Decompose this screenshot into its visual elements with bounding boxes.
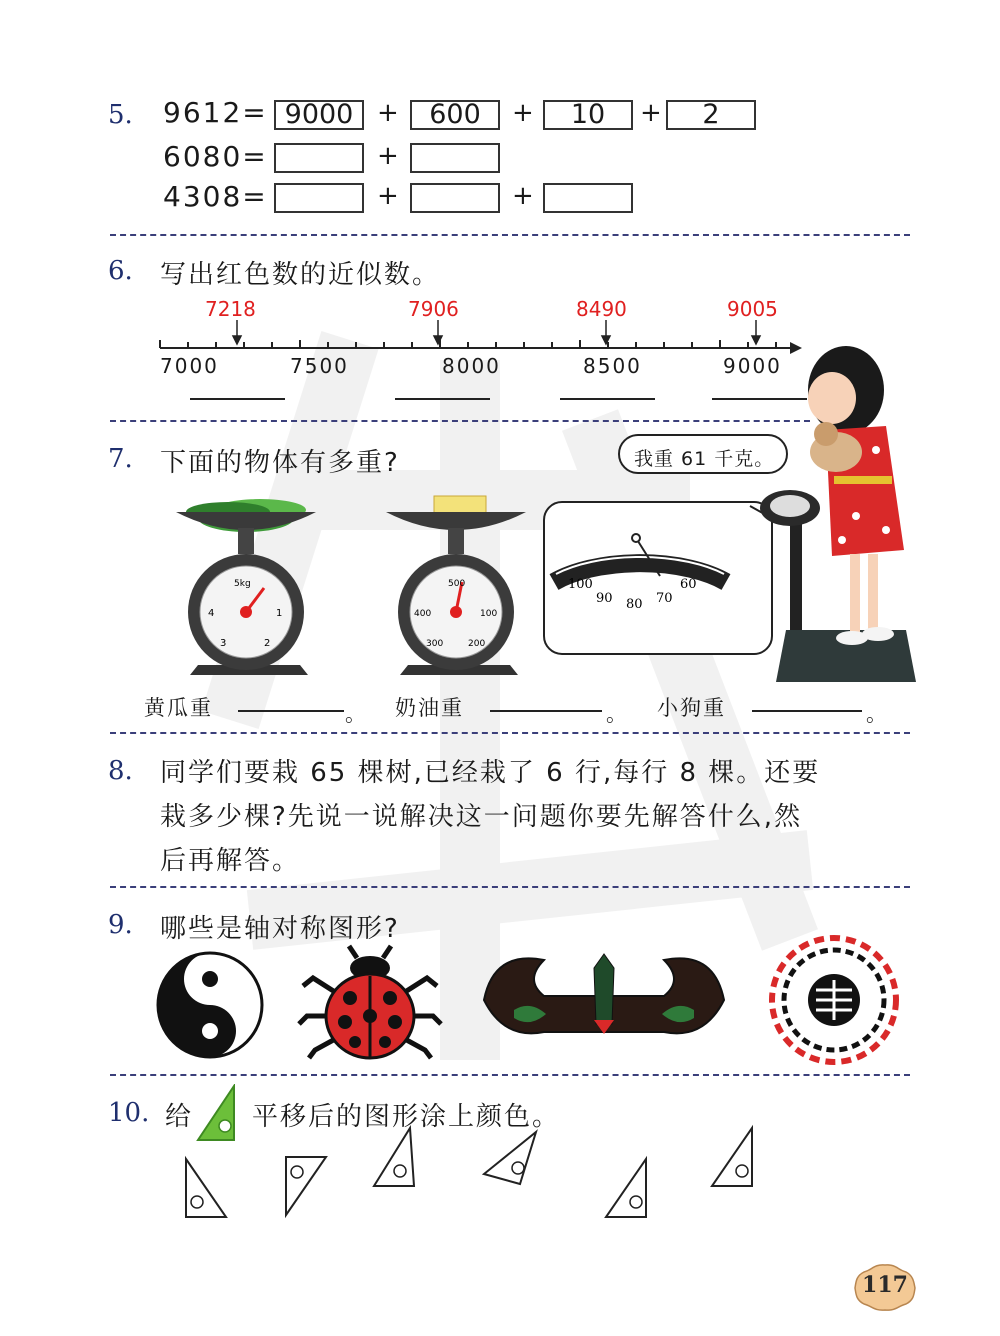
dial-label: 2 [264,638,271,649]
red-value-4: 9005 [727,297,778,321]
q5-row1-box1[interactable]: 9000 [274,100,364,130]
tick-label: 9000 [723,354,782,378]
section-divider [110,234,910,236]
plus-sign: + [377,98,399,128]
section-divider [110,1074,910,1076]
q5-row3-lhs: 4308= [163,180,268,213]
q5-row2-lhs: 6080= [163,140,268,173]
triangle-option-3[interactable] [368,1124,420,1190]
red-value-3: 8490 [576,297,627,321]
plus-sign: + [512,98,534,128]
dial-label: 100 [480,609,498,619]
q5-row3-box3[interactable] [543,183,633,213]
tick-label: 8500 [583,354,642,378]
ladybug-figure [295,942,445,1062]
dial-label: 3 [220,638,227,649]
bat-ornament-figure [474,940,734,1060]
q9-instruction: 哪些是轴对称图形? [160,914,400,944]
q5-row1-box4[interactable]: 2 [666,100,756,130]
q8-line-1: 同学们要栽 65 棵树,已经栽了 6 行,每行 8 棵。还要 [160,758,821,788]
lattice-rosette-figure [754,930,914,1070]
triangle-option-6[interactable] [706,1124,758,1190]
q8-line-3: 后再解答。 [160,846,301,876]
kitchen-scale-cucumber [168,470,328,685]
dial-label: 500 [448,579,466,589]
girl-with-dog-on-scale [746,340,921,690]
answer-blank-butter[interactable] [490,710,602,712]
dial-callout [540,496,780,662]
answer-label-butter: 奶油重 [395,696,464,720]
q5-number: 5. [108,100,133,130]
answer-blank-2[interactable] [395,398,490,400]
kitchen-scale-butter [378,470,538,685]
dial-label: 5kg [234,579,251,589]
dial-label: 90 [596,591,613,606]
section-divider [110,886,910,888]
dial-label: 4 [208,608,215,619]
answer-blank-1[interactable] [190,398,285,400]
answer-label-cucumber: 黄瓜重 [144,696,213,720]
triangle-option-1[interactable] [180,1155,232,1221]
number-line [150,318,810,358]
q5-row2-box2[interactable] [410,143,500,173]
red-value-1: 7218 [205,297,256,321]
answer-blank-3[interactable] [560,398,655,400]
q8-number: 8. [108,756,133,786]
dial-label: 70 [656,591,673,606]
q5-row1-box2[interactable]: 600 [410,100,500,130]
q7-number: 7. [108,444,133,474]
triangle-option-5[interactable] [600,1155,652,1221]
q5-row3-box2[interactable] [410,183,500,213]
dial-label: 200 [468,639,486,649]
dial-label: 300 [426,639,444,649]
section-divider [110,732,910,734]
triangle-option-2[interactable] [280,1153,332,1219]
tick-label: 7000 [160,354,219,378]
green-triangle-icon [196,1084,240,1142]
yin-yang-figure [150,950,270,1060]
plus-sign: + [377,141,399,171]
q5-row2-box1[interactable] [274,143,364,173]
q10-number: 10. [108,1098,150,1128]
answer-blank-cucumber[interactable] [238,710,344,712]
dial-label: 400 [414,609,432,619]
period: 。 [345,702,366,726]
q10-text-after: 平移后的图形涂上颜色。 [252,1102,561,1132]
plus-sign: + [640,98,662,128]
tick-label: 8000 [442,354,501,378]
q10-text-before: 给 [165,1102,194,1132]
plus-sign: + [512,181,534,211]
dial-label: 100 [568,577,593,592]
period: 。 [866,702,887,726]
q5-row1-lhs: 9612= [163,96,268,129]
answer-label-dog: 小狗重 [657,696,726,720]
q6-instruction: 写出红色数的近似数。 [160,260,441,290]
dial-label: 80 [626,597,643,612]
answer-blank-dog[interactable] [752,710,862,712]
dial-label: 60 [680,577,697,592]
q5-row3-box1[interactable] [274,183,364,213]
period: 。 [606,702,627,726]
tick-label: 7500 [290,354,349,378]
q8-line-2: 栽多少棵?先说一说解决这一问题你要先解答什么,然 [160,802,803,832]
q5-row1-box3[interactable]: 10 [543,100,633,130]
q9-number: 9. [108,910,133,940]
q6-number: 6. [108,256,133,286]
page-number: 117 [862,1272,908,1298]
triangle-option-4[interactable] [480,1128,542,1188]
plus-sign: + [377,181,399,211]
section-divider [110,420,810,422]
q7-instruction: 下面的物体有多重? [160,448,400,478]
red-value-2: 7906 [408,297,459,321]
dial-label: 1 [276,608,283,619]
speech-text: 我重 61 千克。 [634,448,775,470]
